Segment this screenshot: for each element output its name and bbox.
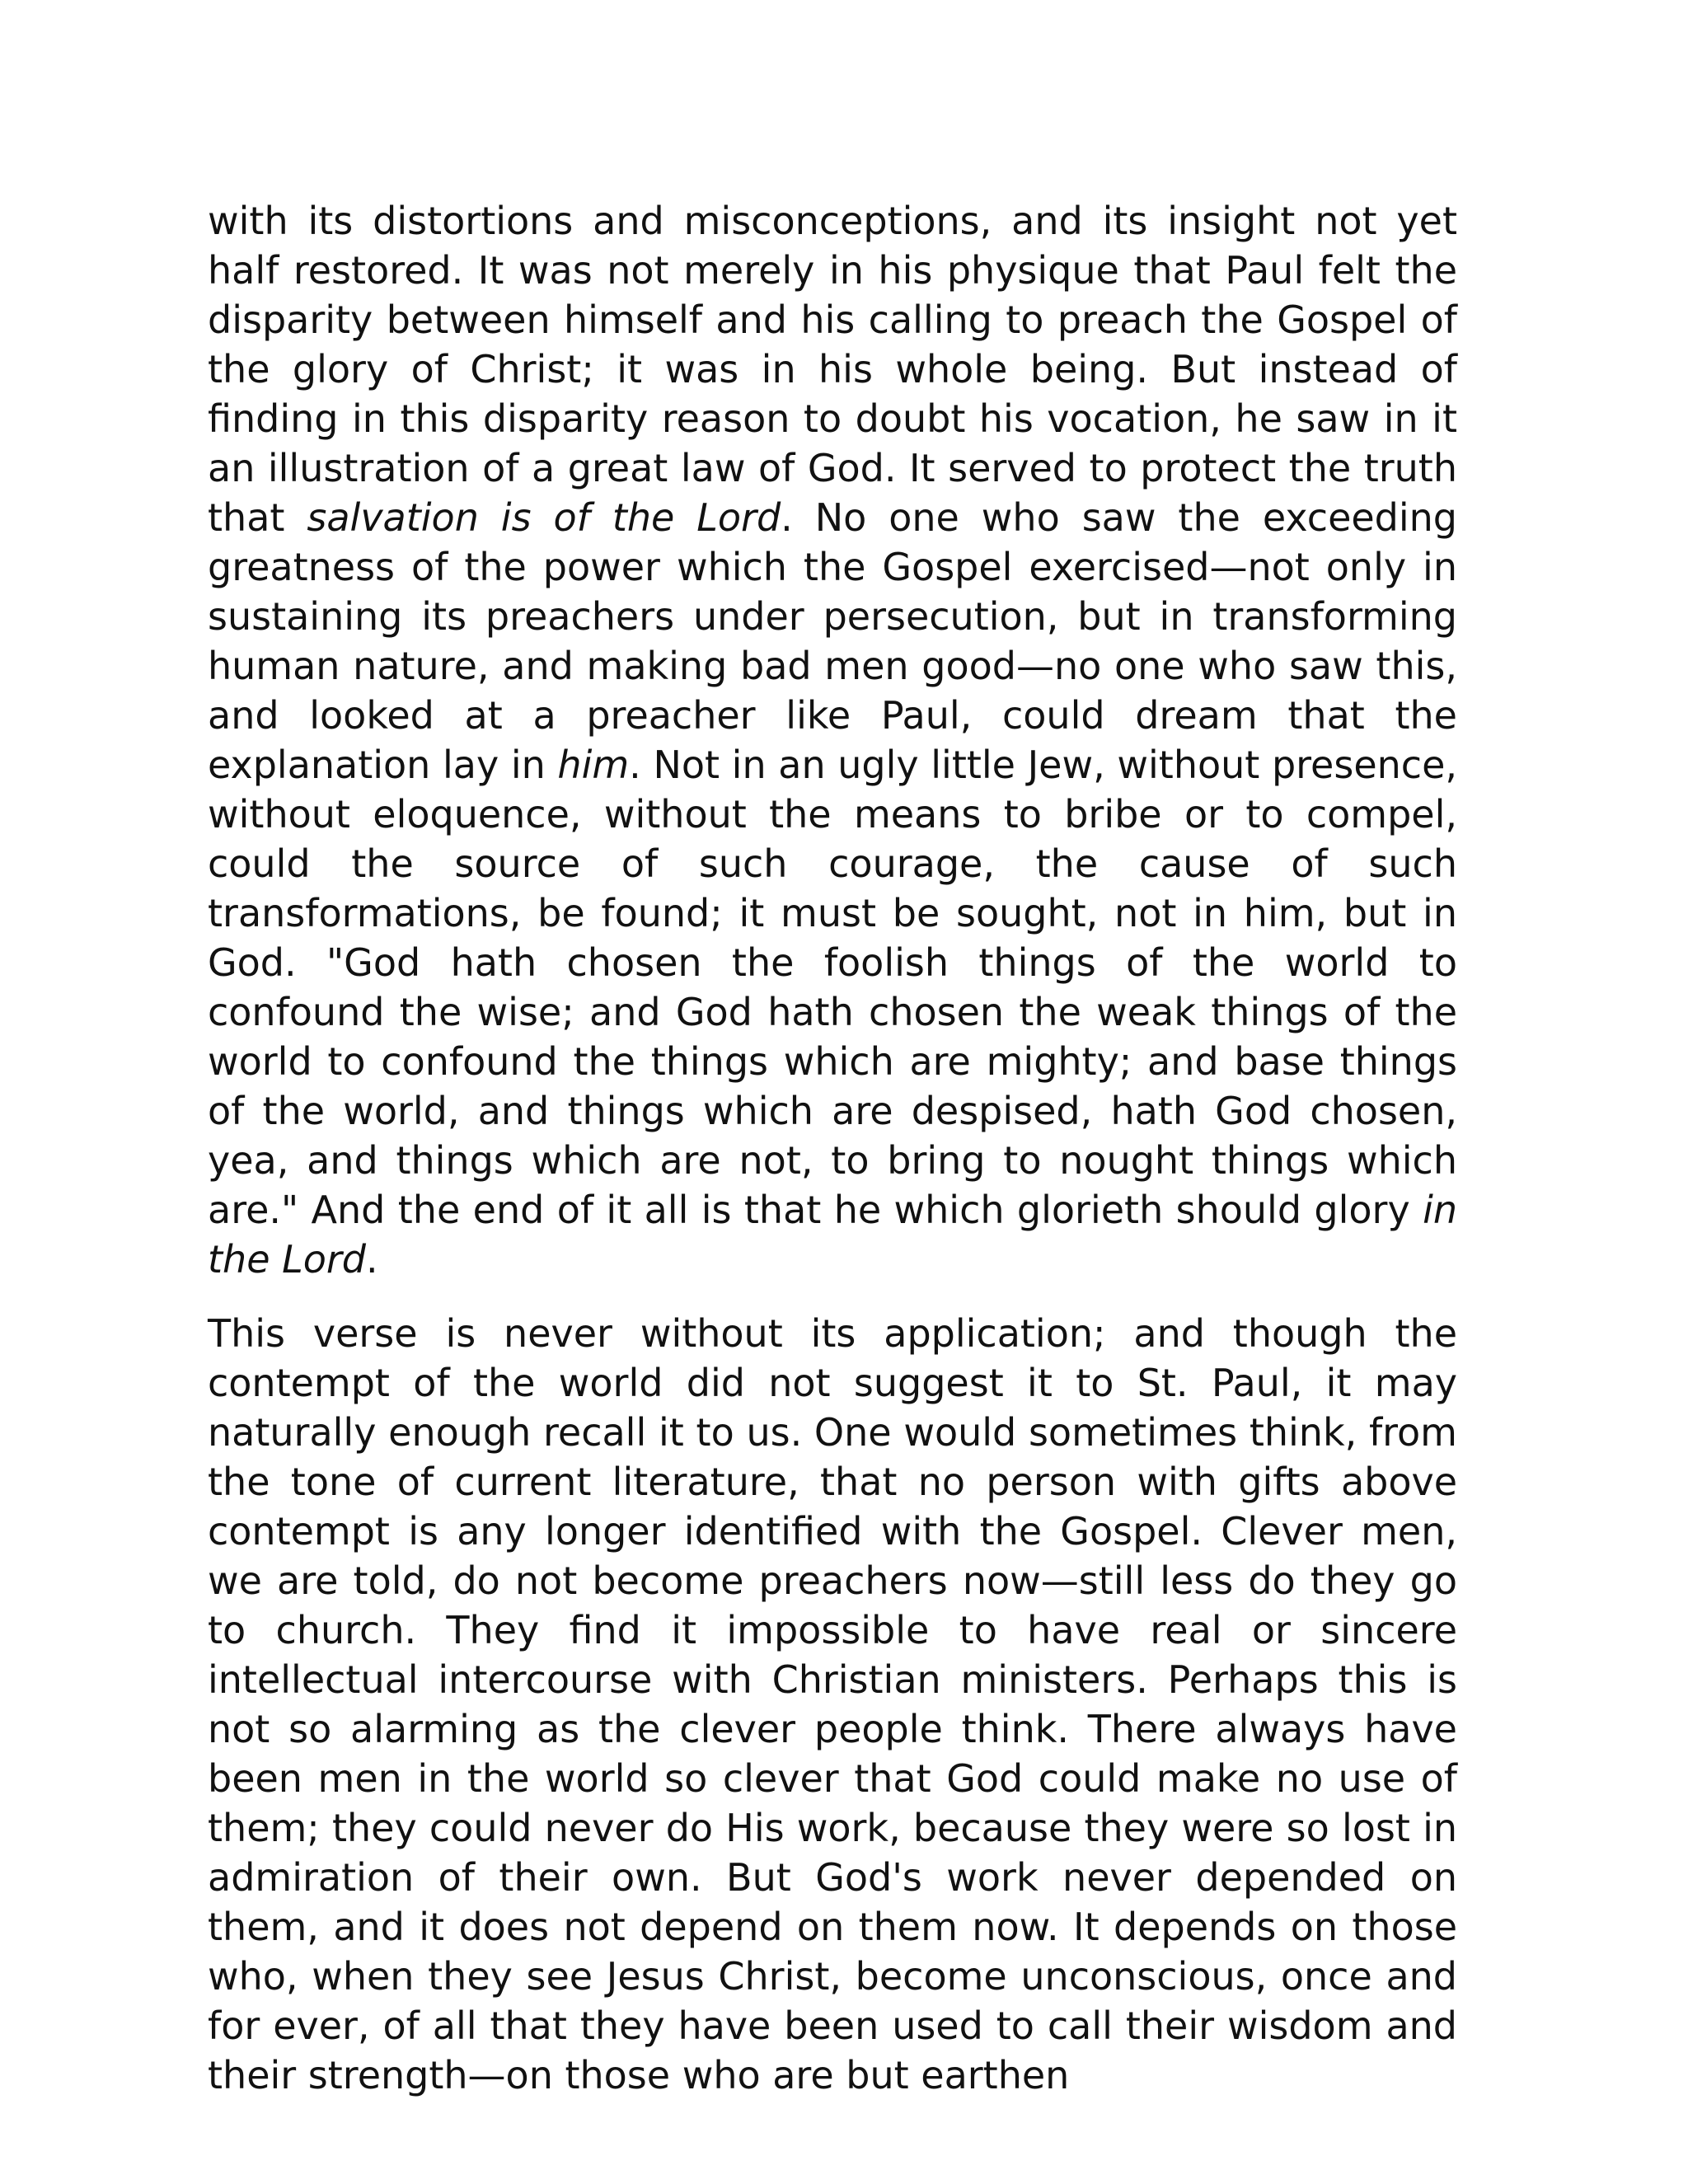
paragraph-1-text-4: . [366, 1237, 378, 1282]
paragraph-1-italic-him: him [557, 743, 630, 787]
paragraph-1-italic-in-the-lord: in the Lord [208, 1188, 1457, 1282]
paragraph-1-text-3: . Not in an ugly little Jew, without presence, without eloquence, without the means to bribe or to compel, could the source of such courage, the cause of such transformations, be found; it must be sought, not in him, but in God. "God hath chosen the foolish things of the world to confound the wise; and God hath chosen the weak things of the world to confound the things which are mighty; and base things of the world, and things which are despised, hath God chosen, yea, and things which are not, to bring to nought things which are." And the end of it all is that he which glorieth should glory [208, 743, 1457, 1232]
paragraph-1-italic-salvation: salvation is of the Lord [307, 495, 781, 540]
document-page [208, 196, 1457, 2100]
paragraph-1 [208, 196, 1457, 1284]
paragraph-2-text-1: This verse is never without its application; and though the contempt of the world did not suggest it to St. Paul, it may naturally enough recall it to us. One would sometimes think, from the tone of current literature, that no person with gifts above contempt is any longer identified with the Gospel. Clever men, we are told, do not become preachers now—still less do they go to church. They find it impossible to have real or sincere intellectual intercourse with Christian ministers. Perhaps this is not so alarming as the clever people think. There always have been men in the world so clever that God could make no use of them; they could never do His work, because they were so lost in admiration of their own. But God's work never depended on them, and it does not depend on them now. It depends on those who, when they see Jesus Christ, become unconscious, once and for ever, of all that they have been used to call their wisdom and their strength—on those who are but earthen [208, 1311, 1457, 2097]
paragraph-1-text-1: with its distortions and misconceptions, and its insight not yet half restored. It was not merely in his physique that Paul felt the disparity between himself and his calling to preach the Gospel of the glory of Christ; it was in his whole being. But instead of finding in this disparity reason to doubt his vocation, he saw in it an illustration of a great law of God. It served to protect the truth that [208, 199, 1457, 540]
paragraph-2 [208, 1309, 1457, 2100]
paragraph-1-text-2: . No one who saw the exceeding greatness of the power which the Gospel exercised—not only in sustaining its preachers under persecution, but in transforming human nature, and making bad men good—no one who saw this, and looked at a preacher like Paul, could dream that the explanation lay in [208, 495, 1458, 787]
